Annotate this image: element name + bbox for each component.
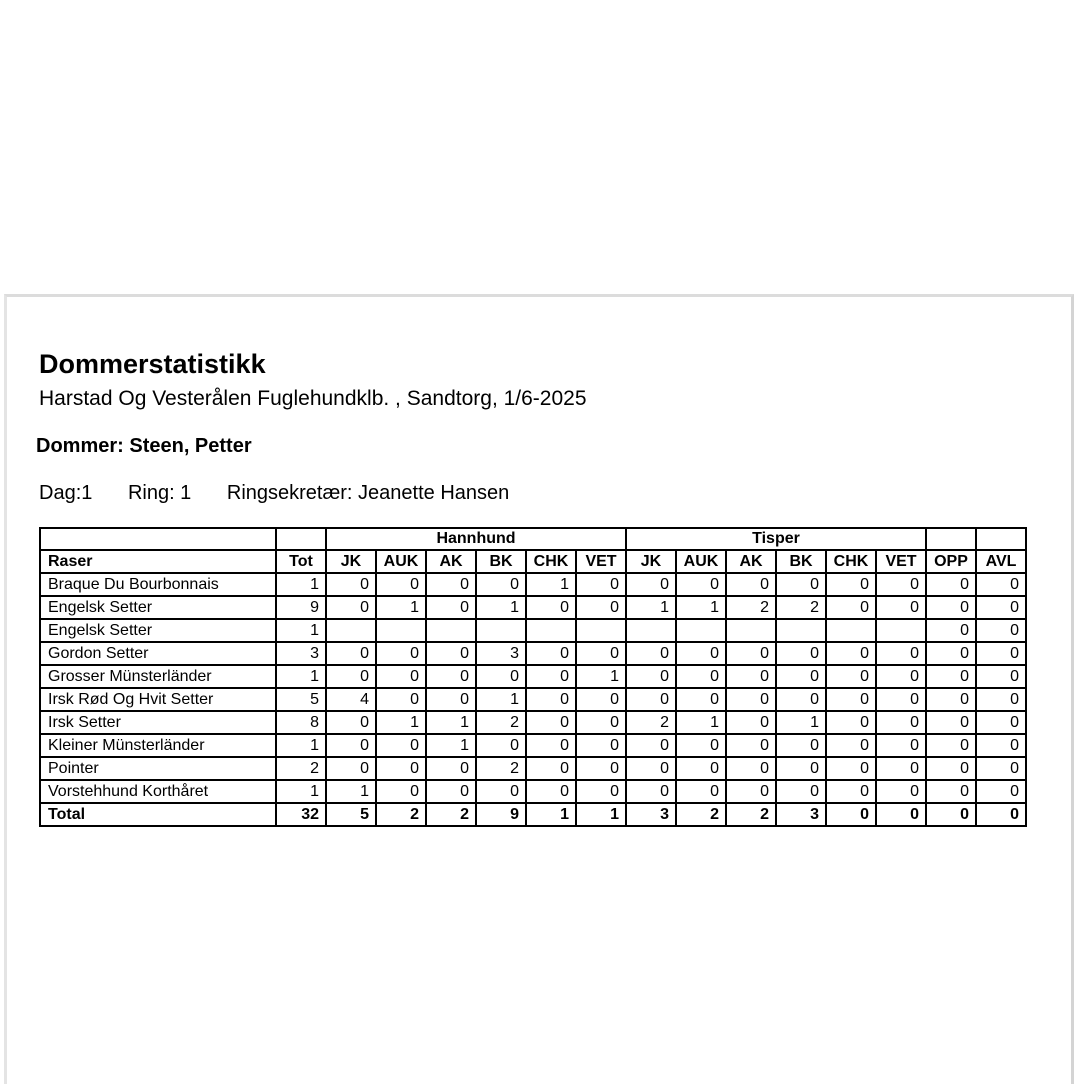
- count-cell: 0: [926, 757, 976, 780]
- count-cell: 0: [726, 711, 776, 734]
- count-cell: 0: [926, 665, 976, 688]
- count-cell: 0: [626, 573, 676, 596]
- males-group-header: Hannhund: [326, 528, 626, 550]
- count-cell: 0: [676, 665, 726, 688]
- count-cell: 0: [926, 734, 976, 757]
- count-cell: [726, 619, 776, 642]
- column-header: BK: [776, 550, 826, 573]
- count-cell: 0: [776, 780, 826, 803]
- count-cell: 0: [376, 757, 426, 780]
- count-cell: 0: [576, 734, 626, 757]
- count-cell: 2: [476, 757, 526, 780]
- breed-name-cell: Gordon Setter: [40, 642, 276, 665]
- breed-name-cell: Irsk Setter: [40, 711, 276, 734]
- ring-info: [39, 482, 539, 505]
- count-cell: 0: [576, 780, 626, 803]
- count-cell: 0: [426, 665, 476, 688]
- count-cell: 0: [326, 596, 376, 619]
- column-header: AK: [426, 550, 476, 573]
- count-cell: 0: [726, 734, 776, 757]
- count-cell: 0: [376, 780, 426, 803]
- column-header-row: [40, 550, 1026, 573]
- ring-label: Ring: 1: [127, 482, 192, 504]
- count-cell: 1: [426, 711, 476, 734]
- count-cell: 9: [476, 803, 526, 826]
- count-cell: 0: [576, 642, 626, 665]
- count-cell: 0: [426, 780, 476, 803]
- count-cell: 0: [826, 803, 876, 826]
- count-cell: 0: [826, 596, 876, 619]
- table-row: [40, 734, 1026, 757]
- count-cell: 0: [676, 642, 726, 665]
- count-cell: 1: [276, 734, 326, 757]
- group-header-empty: [276, 528, 326, 550]
- column-header: CHK: [826, 550, 876, 573]
- count-cell: 0: [776, 757, 826, 780]
- table-body: [40, 573, 1026, 826]
- count-cell: 1: [276, 780, 326, 803]
- count-cell: 0: [976, 757, 1026, 780]
- count-cell: 1: [376, 711, 426, 734]
- count-cell: 3: [476, 642, 526, 665]
- count-cell: 0: [526, 734, 576, 757]
- count-cell: 0: [676, 688, 726, 711]
- table-row: [40, 573, 1026, 596]
- report-title: Dommerstatistikk: [39, 349, 266, 379]
- count-cell: 0: [876, 642, 926, 665]
- count-cell: 0: [426, 688, 476, 711]
- count-cell: 0: [876, 803, 926, 826]
- count-cell: 0: [976, 619, 1026, 642]
- count-cell: [576, 619, 626, 642]
- table-row: [40, 711, 1026, 734]
- count-cell: 5: [276, 688, 326, 711]
- count-cell: 1: [276, 573, 326, 596]
- count-cell: 1: [576, 665, 626, 688]
- count-cell: 0: [326, 734, 376, 757]
- group-header-empty: [40, 528, 276, 550]
- count-cell: 0: [676, 780, 726, 803]
- count-cell: 0: [726, 642, 776, 665]
- count-cell: 0: [726, 757, 776, 780]
- count-cell: 0: [976, 734, 1026, 757]
- count-cell: 0: [376, 734, 426, 757]
- count-cell: 1: [376, 596, 426, 619]
- count-cell: 0: [976, 573, 1026, 596]
- table-row: [40, 665, 1026, 688]
- event-subtitle: Harstad Og Vesterålen Fuglehundklb. , Sandtorg, 1/6-2025: [39, 387, 587, 410]
- count-cell: 0: [476, 780, 526, 803]
- count-cell: 0: [926, 573, 976, 596]
- count-cell: 0: [876, 711, 926, 734]
- count-cell: 32: [276, 803, 326, 826]
- count-cell: [826, 619, 876, 642]
- day-label: Dag:1: [39, 482, 93, 504]
- count-cell: 0: [776, 734, 826, 757]
- count-cell: 0: [876, 596, 926, 619]
- count-cell: 0: [976, 803, 1026, 826]
- statistics-table: [39, 527, 1027, 827]
- count-cell: 0: [476, 573, 526, 596]
- count-cell: 0: [526, 688, 576, 711]
- report-page: [4, 294, 1074, 1084]
- secretary-label: Ringsekretær: Jeanette Hansen: [226, 482, 510, 504]
- count-cell: 1: [276, 665, 326, 688]
- count-cell: 0: [626, 734, 676, 757]
- count-cell: 0: [876, 757, 926, 780]
- count-cell: 0: [926, 780, 976, 803]
- breed-name-cell: Pointer: [40, 757, 276, 780]
- count-cell: 0: [626, 780, 676, 803]
- table-row: [40, 780, 1026, 803]
- count-cell: 0: [576, 757, 626, 780]
- column-header: JK: [626, 550, 676, 573]
- table-row: [40, 596, 1026, 619]
- count-cell: 0: [976, 596, 1026, 619]
- count-cell: 0: [526, 780, 576, 803]
- count-cell: 0: [976, 665, 1026, 688]
- count-cell: 0: [926, 803, 976, 826]
- females-group-header: Tisper: [626, 528, 926, 550]
- count-cell: 0: [326, 757, 376, 780]
- count-cell: 0: [876, 665, 926, 688]
- count-cell: 0: [526, 642, 576, 665]
- count-cell: 0: [476, 665, 526, 688]
- count-cell: 0: [776, 688, 826, 711]
- breed-name-cell: Kleiner Münsterländer: [40, 734, 276, 757]
- count-cell: [876, 619, 926, 642]
- column-header: JK: [326, 550, 376, 573]
- table-row: [40, 688, 1026, 711]
- count-cell: 1: [526, 573, 576, 596]
- column-header: VET: [576, 550, 626, 573]
- breed-name-cell: Engelsk Setter: [40, 596, 276, 619]
- count-cell: 0: [426, 573, 476, 596]
- breed-name-cell: Grosser Münsterländer: [40, 665, 276, 688]
- count-cell: 0: [826, 573, 876, 596]
- count-cell: 0: [526, 596, 576, 619]
- count-cell: 0: [426, 596, 476, 619]
- count-cell: 0: [576, 596, 626, 619]
- count-cell: [476, 619, 526, 642]
- count-cell: 5: [326, 803, 376, 826]
- count-cell: 0: [826, 642, 876, 665]
- column-header: OPP: [926, 550, 976, 573]
- breed-name-cell: Braque Du Bourbonnais: [40, 573, 276, 596]
- count-cell: 2: [726, 596, 776, 619]
- count-cell: 1: [326, 780, 376, 803]
- count-cell: 0: [826, 780, 876, 803]
- count-cell: 3: [626, 803, 676, 826]
- judge-name: Dommer: Steen, Petter: [36, 435, 252, 457]
- count-cell: 0: [526, 757, 576, 780]
- count-cell: 2: [626, 711, 676, 734]
- count-cell: 9: [276, 596, 326, 619]
- table-row: [40, 642, 1026, 665]
- count-cell: 0: [876, 688, 926, 711]
- count-cell: [626, 619, 676, 642]
- count-cell: 0: [876, 780, 926, 803]
- count-cell: 0: [726, 688, 776, 711]
- count-cell: 2: [426, 803, 476, 826]
- count-cell: 8: [276, 711, 326, 734]
- count-cell: 0: [976, 688, 1026, 711]
- count-cell: 0: [326, 711, 376, 734]
- count-cell: 2: [476, 711, 526, 734]
- count-cell: 2: [376, 803, 426, 826]
- count-cell: 0: [676, 573, 726, 596]
- group-header-empty: [926, 528, 976, 550]
- count-cell: 0: [576, 573, 626, 596]
- column-header: AUK: [676, 550, 726, 573]
- count-cell: 2: [676, 803, 726, 826]
- count-cell: [326, 619, 376, 642]
- count-cell: 0: [926, 619, 976, 642]
- column-header: CHK: [526, 550, 576, 573]
- count-cell: 1: [676, 596, 726, 619]
- count-cell: 4: [326, 688, 376, 711]
- count-cell: 0: [726, 665, 776, 688]
- count-cell: 0: [676, 757, 726, 780]
- count-cell: 1: [476, 688, 526, 711]
- column-header: Tot: [276, 550, 326, 573]
- group-header-empty: [976, 528, 1026, 550]
- count-cell: 0: [976, 642, 1026, 665]
- count-cell: 1: [476, 596, 526, 619]
- breed-name-cell: Vorstehhund Korthåret: [40, 780, 276, 803]
- count-cell: 0: [626, 665, 676, 688]
- count-cell: 0: [376, 688, 426, 711]
- count-cell: 0: [376, 642, 426, 665]
- count-cell: 0: [826, 688, 876, 711]
- count-cell: 1: [576, 803, 626, 826]
- count-cell: 0: [426, 642, 476, 665]
- count-cell: 1: [676, 711, 726, 734]
- column-header: AVL: [976, 550, 1026, 573]
- count-cell: 0: [526, 711, 576, 734]
- count-cell: 0: [926, 642, 976, 665]
- column-header: AK: [726, 550, 776, 573]
- count-cell: 0: [326, 642, 376, 665]
- count-cell: 0: [776, 665, 826, 688]
- count-cell: 0: [826, 711, 876, 734]
- count-cell: [676, 619, 726, 642]
- count-cell: 0: [376, 665, 426, 688]
- column-header: VET: [876, 550, 926, 573]
- count-cell: 0: [926, 688, 976, 711]
- count-cell: 1: [776, 711, 826, 734]
- count-cell: 1: [626, 596, 676, 619]
- count-cell: 0: [626, 642, 676, 665]
- count-cell: 0: [526, 665, 576, 688]
- count-cell: 3: [776, 803, 826, 826]
- count-cell: 1: [276, 619, 326, 642]
- count-cell: 2: [776, 596, 826, 619]
- count-cell: 1: [426, 734, 476, 757]
- table-row: [40, 757, 1026, 780]
- count-cell: 0: [876, 573, 926, 596]
- column-header: Raser: [40, 550, 276, 573]
- count-cell: 0: [926, 596, 976, 619]
- count-cell: 2: [276, 757, 326, 780]
- count-cell: 0: [376, 573, 426, 596]
- count-cell: 0: [476, 734, 526, 757]
- count-cell: 2: [726, 803, 776, 826]
- total-row: [40, 803, 1026, 826]
- count-cell: 0: [776, 642, 826, 665]
- total-label: Total: [40, 803, 276, 826]
- count-cell: 0: [976, 780, 1026, 803]
- count-cell: 0: [926, 711, 976, 734]
- count-cell: 0: [426, 757, 476, 780]
- count-cell: 0: [726, 573, 776, 596]
- column-header: AUK: [376, 550, 426, 573]
- count-cell: [776, 619, 826, 642]
- breed-name-cell: Engelsk Setter: [40, 619, 276, 642]
- count-cell: 0: [726, 780, 776, 803]
- count-cell: [376, 619, 426, 642]
- count-cell: 0: [576, 688, 626, 711]
- count-cell: 0: [776, 573, 826, 596]
- count-cell: 0: [826, 757, 876, 780]
- breed-name-cell: Irsk Rød Og Hvit Setter: [40, 688, 276, 711]
- count-cell: 3: [276, 642, 326, 665]
- count-cell: 1: [526, 803, 576, 826]
- column-header: BK: [476, 550, 526, 573]
- count-cell: 0: [626, 688, 676, 711]
- count-cell: 0: [976, 711, 1026, 734]
- count-cell: 0: [326, 665, 376, 688]
- count-cell: 0: [576, 711, 626, 734]
- count-cell: [426, 619, 476, 642]
- count-cell: 0: [826, 665, 876, 688]
- count-cell: 0: [876, 734, 926, 757]
- count-cell: 0: [626, 757, 676, 780]
- count-cell: 0: [676, 734, 726, 757]
- count-cell: 0: [826, 734, 876, 757]
- table-row: [40, 619, 1026, 642]
- count-cell: [526, 619, 576, 642]
- group-header-row: [40, 528, 1026, 550]
- count-cell: 0: [326, 573, 376, 596]
